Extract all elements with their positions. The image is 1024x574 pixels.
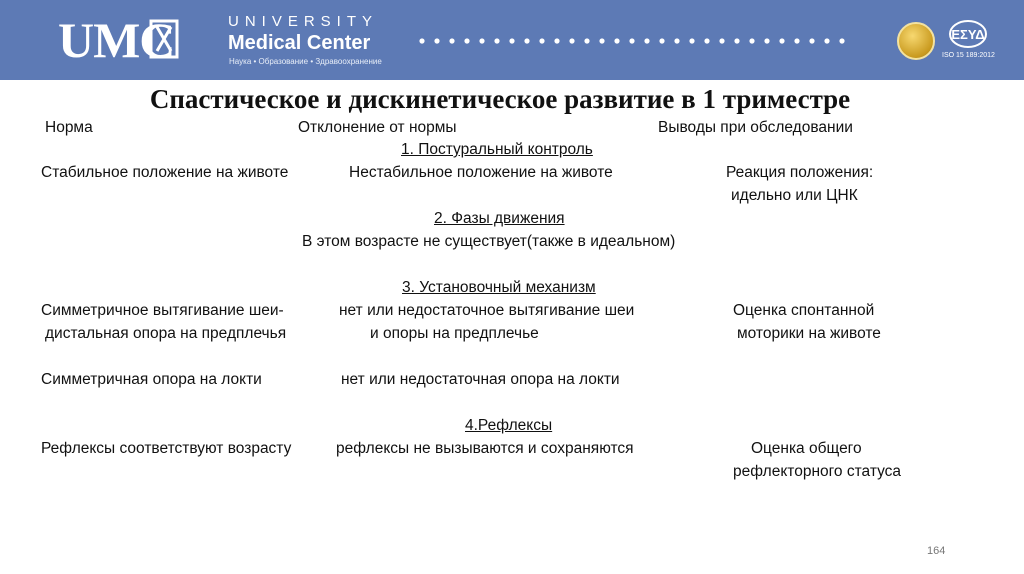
s1-conclusion-line2: идельно или ЦНК <box>731 187 858 204</box>
s4-deviation-text: рефлексы не вызываются и сохраняются <box>336 440 634 457</box>
decorative-dot <box>509 38 514 43</box>
slide-title: Спастическое и дискинетическое развитие в 1 триместре <box>149 84 851 114</box>
decorative-dot <box>569 38 574 43</box>
decorative-dot <box>494 38 499 43</box>
section-heading-setting-mechanism: 3. Установочный механизм <box>402 279 596 296</box>
decorative-dot <box>599 38 604 43</box>
s3-norm-line2: дистальная опора на предплечья <box>45 325 287 342</box>
section-heading-movement-phases: 2. Фазы движения <box>434 210 565 227</box>
s4-conclusion-line1: Оценка общего <box>751 440 862 457</box>
decorative-dot <box>554 38 559 43</box>
column-header-conclusions: Выводы при обследовании <box>658 119 853 136</box>
column-header-deviation: Отклонение от нормы <box>298 119 457 136</box>
s3-conclusion-line1: Оценка спонтанной <box>733 302 875 319</box>
decorative-dot <box>524 38 529 43</box>
decorative-dot <box>419 38 424 43</box>
header-banner <box>0 0 1024 80</box>
decorative-dot <box>464 38 469 43</box>
decorative-dot <box>629 38 634 43</box>
decorative-dot <box>659 38 664 43</box>
esyd-seal-icon <box>948 18 988 50</box>
gold-seal-icon <box>897 22 935 60</box>
section-heading-reflexes: 4.Рефлексы <box>465 417 553 434</box>
s2-text: В этом возрасте не существует(также в идеальном) <box>302 233 676 250</box>
s3-deviation-line2: и опоры на предплечье <box>370 325 539 342</box>
s1-deviation-text: Нестабильное положение на животе <box>349 164 613 181</box>
iso-label: ISO 15 189:2012 <box>942 52 995 59</box>
logo-medical-center-text: Medical Center <box>228 32 371 54</box>
page-number: 164 <box>927 545 946 557</box>
logo-umc-text: UMC <box>58 12 175 68</box>
s3-deviation-line1: нет или недостаточное вытягивание шеи <box>339 302 635 319</box>
logo-university-text: UNIVERSITY <box>228 13 379 30</box>
decorative-dot <box>809 38 814 43</box>
logo-tagline: Наука • Образование • Здравоохранение <box>229 57 382 66</box>
decorative-dot <box>584 38 589 43</box>
decorative-dot <box>539 38 544 43</box>
decorative-dot <box>779 38 784 43</box>
decorative-dot <box>479 38 484 43</box>
column-header-norm: Норма <box>45 119 93 136</box>
s4-conclusion-line2: рефлекторного статуса <box>733 463 902 480</box>
s1-conclusion-line1: Реакция положения: <box>726 164 874 181</box>
knot-ornament-icon <box>148 18 180 60</box>
decorative-dot <box>674 38 679 43</box>
decorative-dot <box>734 38 739 43</box>
svg-text:ΕΣΥΔ: ΕΣΥΔ <box>951 27 985 42</box>
decorative-dots <box>418 37 853 45</box>
decorative-dot <box>794 38 799 43</box>
decorative-dot <box>689 38 694 43</box>
decorative-dot <box>824 38 829 43</box>
decorative-dot <box>434 38 439 43</box>
decorative-dot <box>614 38 619 43</box>
s3b-deviation-text: нет или недостаточная опора на локти <box>341 371 620 388</box>
decorative-dot <box>749 38 754 43</box>
decorative-dot <box>839 38 844 43</box>
decorative-dot <box>704 38 709 43</box>
section-heading-postural-control: 1. Постуральный контроль <box>401 141 593 158</box>
decorative-dot <box>719 38 724 43</box>
s1-norm-text: Стабильное положение на животе <box>41 164 289 181</box>
s3-conclusion-line2: моторики на животе <box>737 325 881 342</box>
s3b-norm-text: Симметричная опора на локти <box>41 371 262 388</box>
decorative-dot <box>764 38 769 43</box>
decorative-dot <box>449 38 454 43</box>
decorative-dot <box>644 38 649 43</box>
s3-norm-line1: Симметричное вытягивание шеи- <box>41 302 284 319</box>
s4-norm-text: Рефлексы соответствуют возрасту <box>41 440 292 457</box>
